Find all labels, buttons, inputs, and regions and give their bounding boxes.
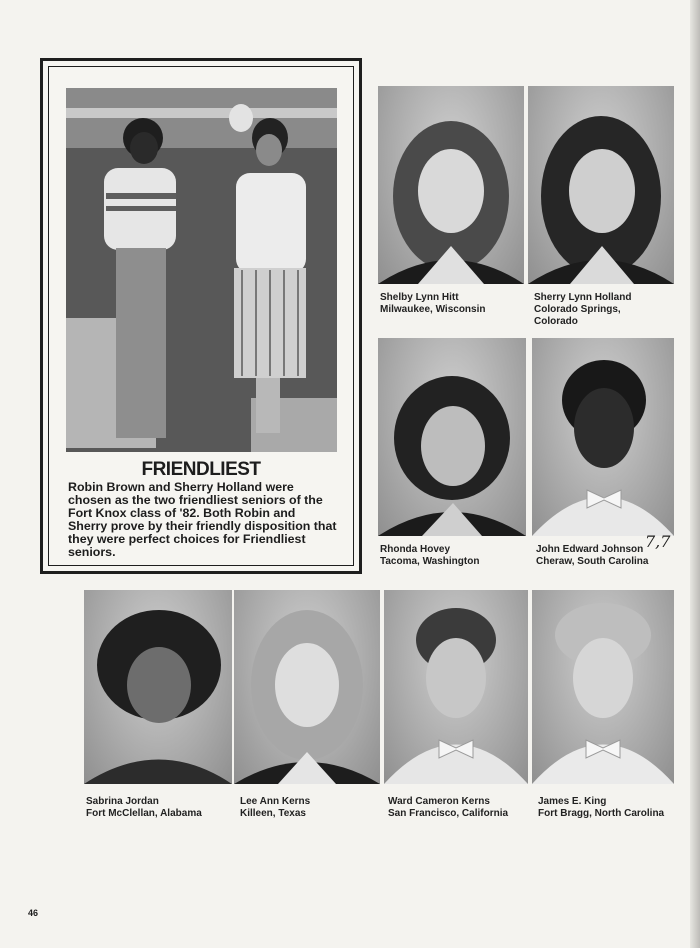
portrait-shelby-lynn-hitt: [378, 86, 524, 284]
senior-hometown: San Francisco, California: [388, 808, 509, 819]
portrait-sabrina-jordan: [84, 590, 232, 784]
senior-name: Sherry Lynn Holland: [534, 292, 632, 303]
caption-sabrina-jordan: [86, 796, 202, 820]
senior-hometown: Milwaukee, Wisconsin: [380, 304, 486, 315]
senior-name: John Edward Johnson: [536, 544, 644, 555]
portrait-sherry-lynn-holland: [528, 86, 674, 284]
senior-hometown: Tacoma, Washington: [380, 556, 480, 567]
friendliest-feature-box: [40, 58, 362, 574]
portrait-lee-ann-kerns: [234, 590, 380, 784]
caption-rhonda-hovey: [380, 544, 479, 568]
senior-name: James E. King: [538, 796, 607, 807]
senior-hometown: Colorado Springs,: [534, 304, 621, 315]
feature-caption: Robin Brown and Sherry Holland were chosen as the two friendliest seniors of the Fort Knox class of '82. Both Robin and Sherry prove by their friendly disposition that they were perfect choices for Friendliest seniors.: [68, 480, 337, 559]
friendliest-photo: [66, 88, 337, 452]
feature-title: FRIENDLIEST: [141, 459, 261, 480]
caption-shelby-lynn-hitt: [380, 292, 486, 316]
caption-john-edward-johnson: [536, 544, 648, 568]
handwritten-mark: 7,7: [645, 532, 671, 551]
caption-lee-ann-kerns: [240, 796, 310, 820]
senior-name: Ward Cameron Kerns: [388, 796, 490, 807]
page-edge-shadow: [690, 0, 700, 948]
caption-james-e-king: [538, 796, 664, 820]
portrait-ward-cameron-kerns: [384, 590, 528, 784]
page-number: 46: [28, 908, 39, 918]
senior-name: Sabrina Jordan: [86, 796, 159, 807]
senior-hometown: Killeen, Texas: [240, 808, 306, 819]
senior-name: Rhonda Hovey: [380, 544, 451, 555]
senior-hometown: Fort Bragg, North Carolina: [538, 808, 665, 819]
portrait-james-e-king: [532, 590, 674, 784]
caption-sherry-lynn-holland: [534, 292, 631, 328]
senior-hometown-line2: Colorado: [534, 316, 578, 327]
senior-hometown: Cheraw, South Carolina: [536, 556, 649, 567]
caption-ward-cameron-kerns: [388, 796, 508, 820]
portrait-john-edward-johnson: [532, 338, 674, 536]
senior-name: Lee Ann Kerns: [240, 796, 311, 807]
senior-name: Shelby Lynn Hitt: [380, 292, 459, 303]
portrait-rhonda-hovey: [378, 338, 526, 536]
senior-hometown: Fort McClellan, Alabama: [86, 808, 202, 819]
